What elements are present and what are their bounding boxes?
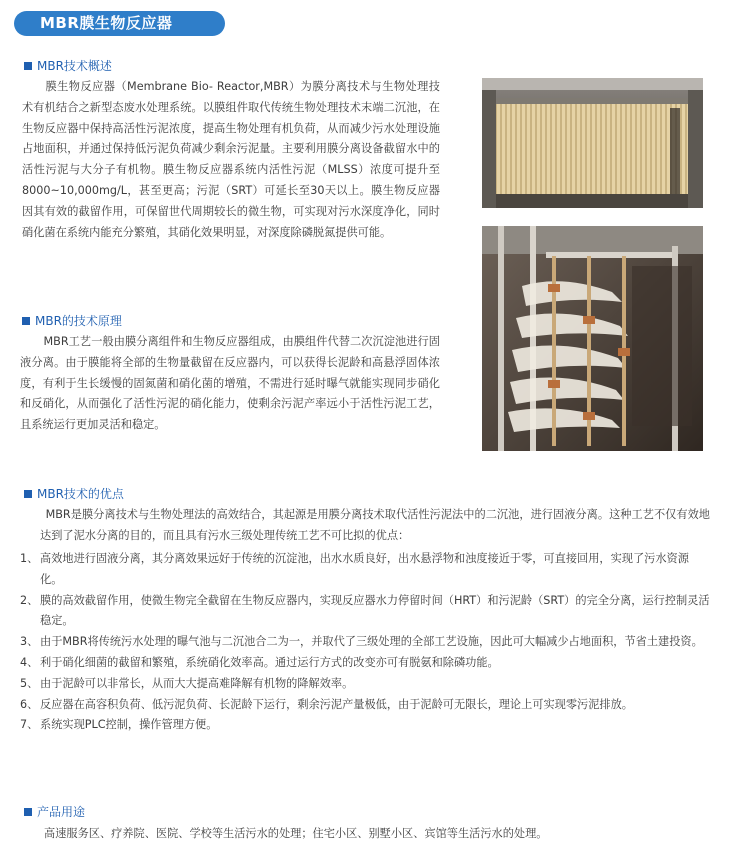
principle-heading-text: MBR的技术原理 <box>35 314 122 328</box>
overview-heading <box>24 59 112 73</box>
list-item <box>20 632 710 653</box>
list-item-number: 4、 <box>20 655 39 669</box>
membrane-module-photo <box>482 78 703 208</box>
list-item-number: 1、 <box>20 552 39 565</box>
list-item <box>20 549 710 591</box>
list-item-text: 由于泥龄可以非常长，从而大大提高难降解有机物的降解效率。 <box>40 676 354 690</box>
list-item-number: 7、 <box>20 718 39 732</box>
overview-paragraph: 膜生物反应器（Membrane Bio- Reactor,MBR）为膜分离技术与生物处理技术有机结合之新型态废水处理系统。以膜组件取代传统生物处理技术末端二沉池，在生物反应器中保持高活性污泥浓度，提高生物处理有机负荷，从而减少污水处理设施占地面积，并通过保持低污泥负荷减少剩余污泥量。主要利用膜分离设备截留水中的活性污泥与大分子有机物。膜生物反应器系统内活性污泥（MLSS）浓度可提升至8000~10,000mg/L，甚至更高；污泥（SRT）可延长至30天以上。膜生物反应器因其有效的截留作用，可保留世代周期较长的微生物，可实现对污水深度净化，同时硝化菌在系统内能充分繁殖，其硝化效果明显，对深度除磷脱氮提供可能。 <box>22 80 440 239</box>
square-bullet-icon <box>24 490 32 498</box>
advantages-heading <box>24 487 124 501</box>
list-item <box>20 674 710 695</box>
usage-heading-text: 产品用途 <box>37 805 86 819</box>
list-item-text: 由于MBR将传统污水处理的曝气池与二沉池合二为一，并取代了三级处理的全部工艺设施，因此可大幅减少占地面积，节省土建投资。 <box>40 635 703 649</box>
principle-paragraph: MBR工艺一般由膜分离组件和生物反应器组成，由膜组件代替二次沉淀池进行固液分离。由于膜能将全部的生物量截留在反应器内，可以获得长泥龄和高悬浮固体浓度，有利于生长缓慢的固氮菌和硝化菌的增殖，不需进行延时曝气就能实现同步硝化和反硝化，从而强化了活性污泥的硝化能力，使剩余污泥产率远小于活性污泥工艺，且系统运行更加灵活和稳定。 <box>20 335 440 432</box>
list-item <box>20 715 710 736</box>
list-item-text: 膜的高效截留作用，使微生物完全截留在生物反应器内，实现反应器水力停留时间（HRT）和污泥龄（SRT）的完全分离，运行控制灵活稳定。 <box>40 593 710 628</box>
list-item <box>20 591 710 633</box>
list-item-number: 3、 <box>20 635 39 649</box>
membrane-tank-image <box>482 226 703 451</box>
membrane-module-image <box>482 78 703 208</box>
square-bullet-icon <box>22 317 30 325</box>
membrane-tank-photo <box>482 226 703 451</box>
usage-heading <box>24 805 85 819</box>
page-title: MBR膜生物反应器 <box>14 11 225 36</box>
square-bullet-icon <box>24 62 32 70</box>
list-item-text: 利于硝化细菌的截留和繁殖，系统硝化效率高。通过运行方式的改变亦可有脱氨和除磷功能。 <box>40 655 499 669</box>
list-item <box>20 695 710 716</box>
advantages-heading-text: MBR技术的优点 <box>37 487 124 501</box>
list-item-number: 2、 <box>20 593 39 607</box>
advantages-intro: MBR是膜分离技术与生物处理法的高效结合，其起源是用膜分离技术取代活性污泥法中的二沉池，进行固液分离。这种工艺不仅有效地达到了泥水分离的目的，而且具有污水三级处理传统工艺不可比拟的优点： <box>40 508 710 542</box>
overview-heading-text: MBR技术概述 <box>37 59 112 73</box>
list-item-text: 反应器在高容积负荷、低污泥负荷、长泥龄下运行，剩余污泥产量极低，由于泥龄可无限长，理论上可实现零污泥排放。 <box>40 697 633 711</box>
principle-heading <box>22 314 122 328</box>
list-item <box>20 653 710 674</box>
advantages-list <box>20 549 710 736</box>
list-item-number: 6、 <box>20 697 39 711</box>
usage-paragraph: 高速服务区、疗养院、医院、学校等生活污水的处理；住宅小区、别墅小区、宾馆等生活污水的处理。 <box>44 827 548 840</box>
list-item-number: 5、 <box>20 676 39 690</box>
square-bullet-icon <box>24 808 32 816</box>
list-item-text: 高效地进行固液分离，其分离效果远好于传统的沉淀池，出水水质良好，出水悬浮物和浊度接近于零，可直接回用，实现了污水资源化。 <box>40 552 689 586</box>
list-item-text: 系统实现PLC控制，操作管理方便。 <box>40 718 218 732</box>
